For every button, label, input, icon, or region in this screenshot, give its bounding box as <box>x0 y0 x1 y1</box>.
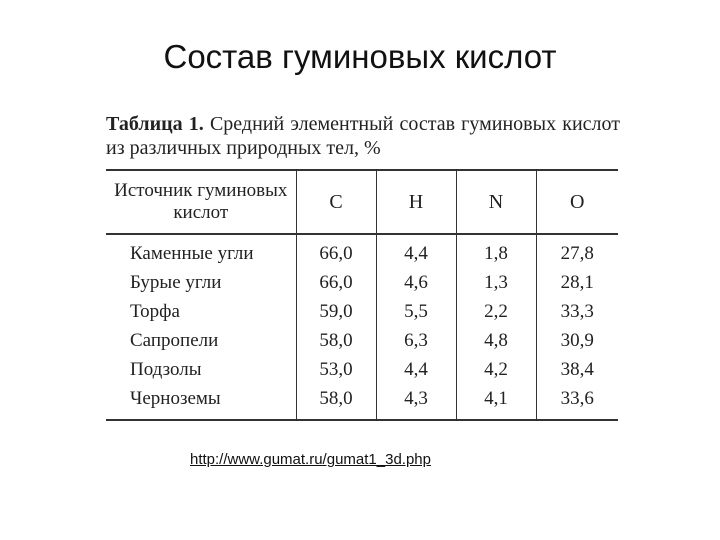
table-caption-label: Таблица 1. <box>106 113 204 135</box>
carbon-cell: 66,0 <box>296 268 376 297</box>
oxygen-cell: 38,4 <box>536 355 618 384</box>
source-cell: Торфа <box>130 300 180 322</box>
hydrogen-cell: 6,3 <box>376 326 456 355</box>
oxygen-cell: 33,6 <box>536 384 618 420</box>
carbon-cell: 58,0 <box>296 326 376 355</box>
carbon-cell: 53,0 <box>296 355 376 384</box>
table-row <box>106 268 618 297</box>
table-row <box>106 355 618 384</box>
table-row <box>106 384 618 420</box>
header-source: Источник гуминовых кислот <box>106 170 296 234</box>
nitrogen-cell: 1,3 <box>456 268 536 297</box>
source-cell: Подзолы <box>130 358 202 380</box>
header-hydrogen: H <box>376 170 456 234</box>
nitrogen-cell: 2,2 <box>456 297 536 326</box>
oxygen-cell: 30,9 <box>536 326 618 355</box>
nitrogen-cell: 4,8 <box>456 326 536 355</box>
hydrogen-cell: 4,4 <box>376 355 456 384</box>
carbon-cell: 66,0 <box>296 234 376 268</box>
elemental-composition-table <box>106 169 618 421</box>
nitrogen-cell: 4,1 <box>456 384 536 420</box>
table-caption-text: Средний элементный состав гуминовых кислот из различных природных тел, % <box>106 113 620 159</box>
header-nitrogen: N <box>456 170 536 234</box>
hydrogen-cell: 4,4 <box>376 234 456 268</box>
oxygen-cell: 33,3 <box>536 297 618 326</box>
source-cell: Черноземы <box>106 384 296 420</box>
source-link[interactable]: http://www.gumat.ru/gumat1_3d.php <box>190 451 431 468</box>
table-row <box>106 326 618 355</box>
table-header-row <box>106 170 618 234</box>
slide-title: Состав гуминовых кислот <box>163 38 557 75</box>
hydrogen-cell: 4,3 <box>376 384 456 420</box>
table-row <box>106 297 618 326</box>
oxygen-cell: 28,1 <box>536 268 618 297</box>
hydrogen-cell: 5,5 <box>376 297 456 326</box>
nitrogen-cell: 1,8 <box>456 234 536 268</box>
hydrogen-cell: 4,6 <box>376 268 456 297</box>
nitrogen-cell: 4,2 <box>456 355 536 384</box>
carbon-cell: 58,0 <box>296 384 376 420</box>
header-oxygen: O <box>536 170 618 234</box>
oxygen-cell: 27,8 <box>536 234 618 268</box>
carbon-cell: 59,0 <box>296 297 376 326</box>
header-carbon: C <box>296 170 376 234</box>
table-caption <box>106 112 620 160</box>
source-cell: Сапропели <box>130 329 219 351</box>
table-row <box>106 234 618 268</box>
source-cell: Бурые угли <box>130 271 222 293</box>
source-cell: Каменные угли <box>130 242 254 264</box>
